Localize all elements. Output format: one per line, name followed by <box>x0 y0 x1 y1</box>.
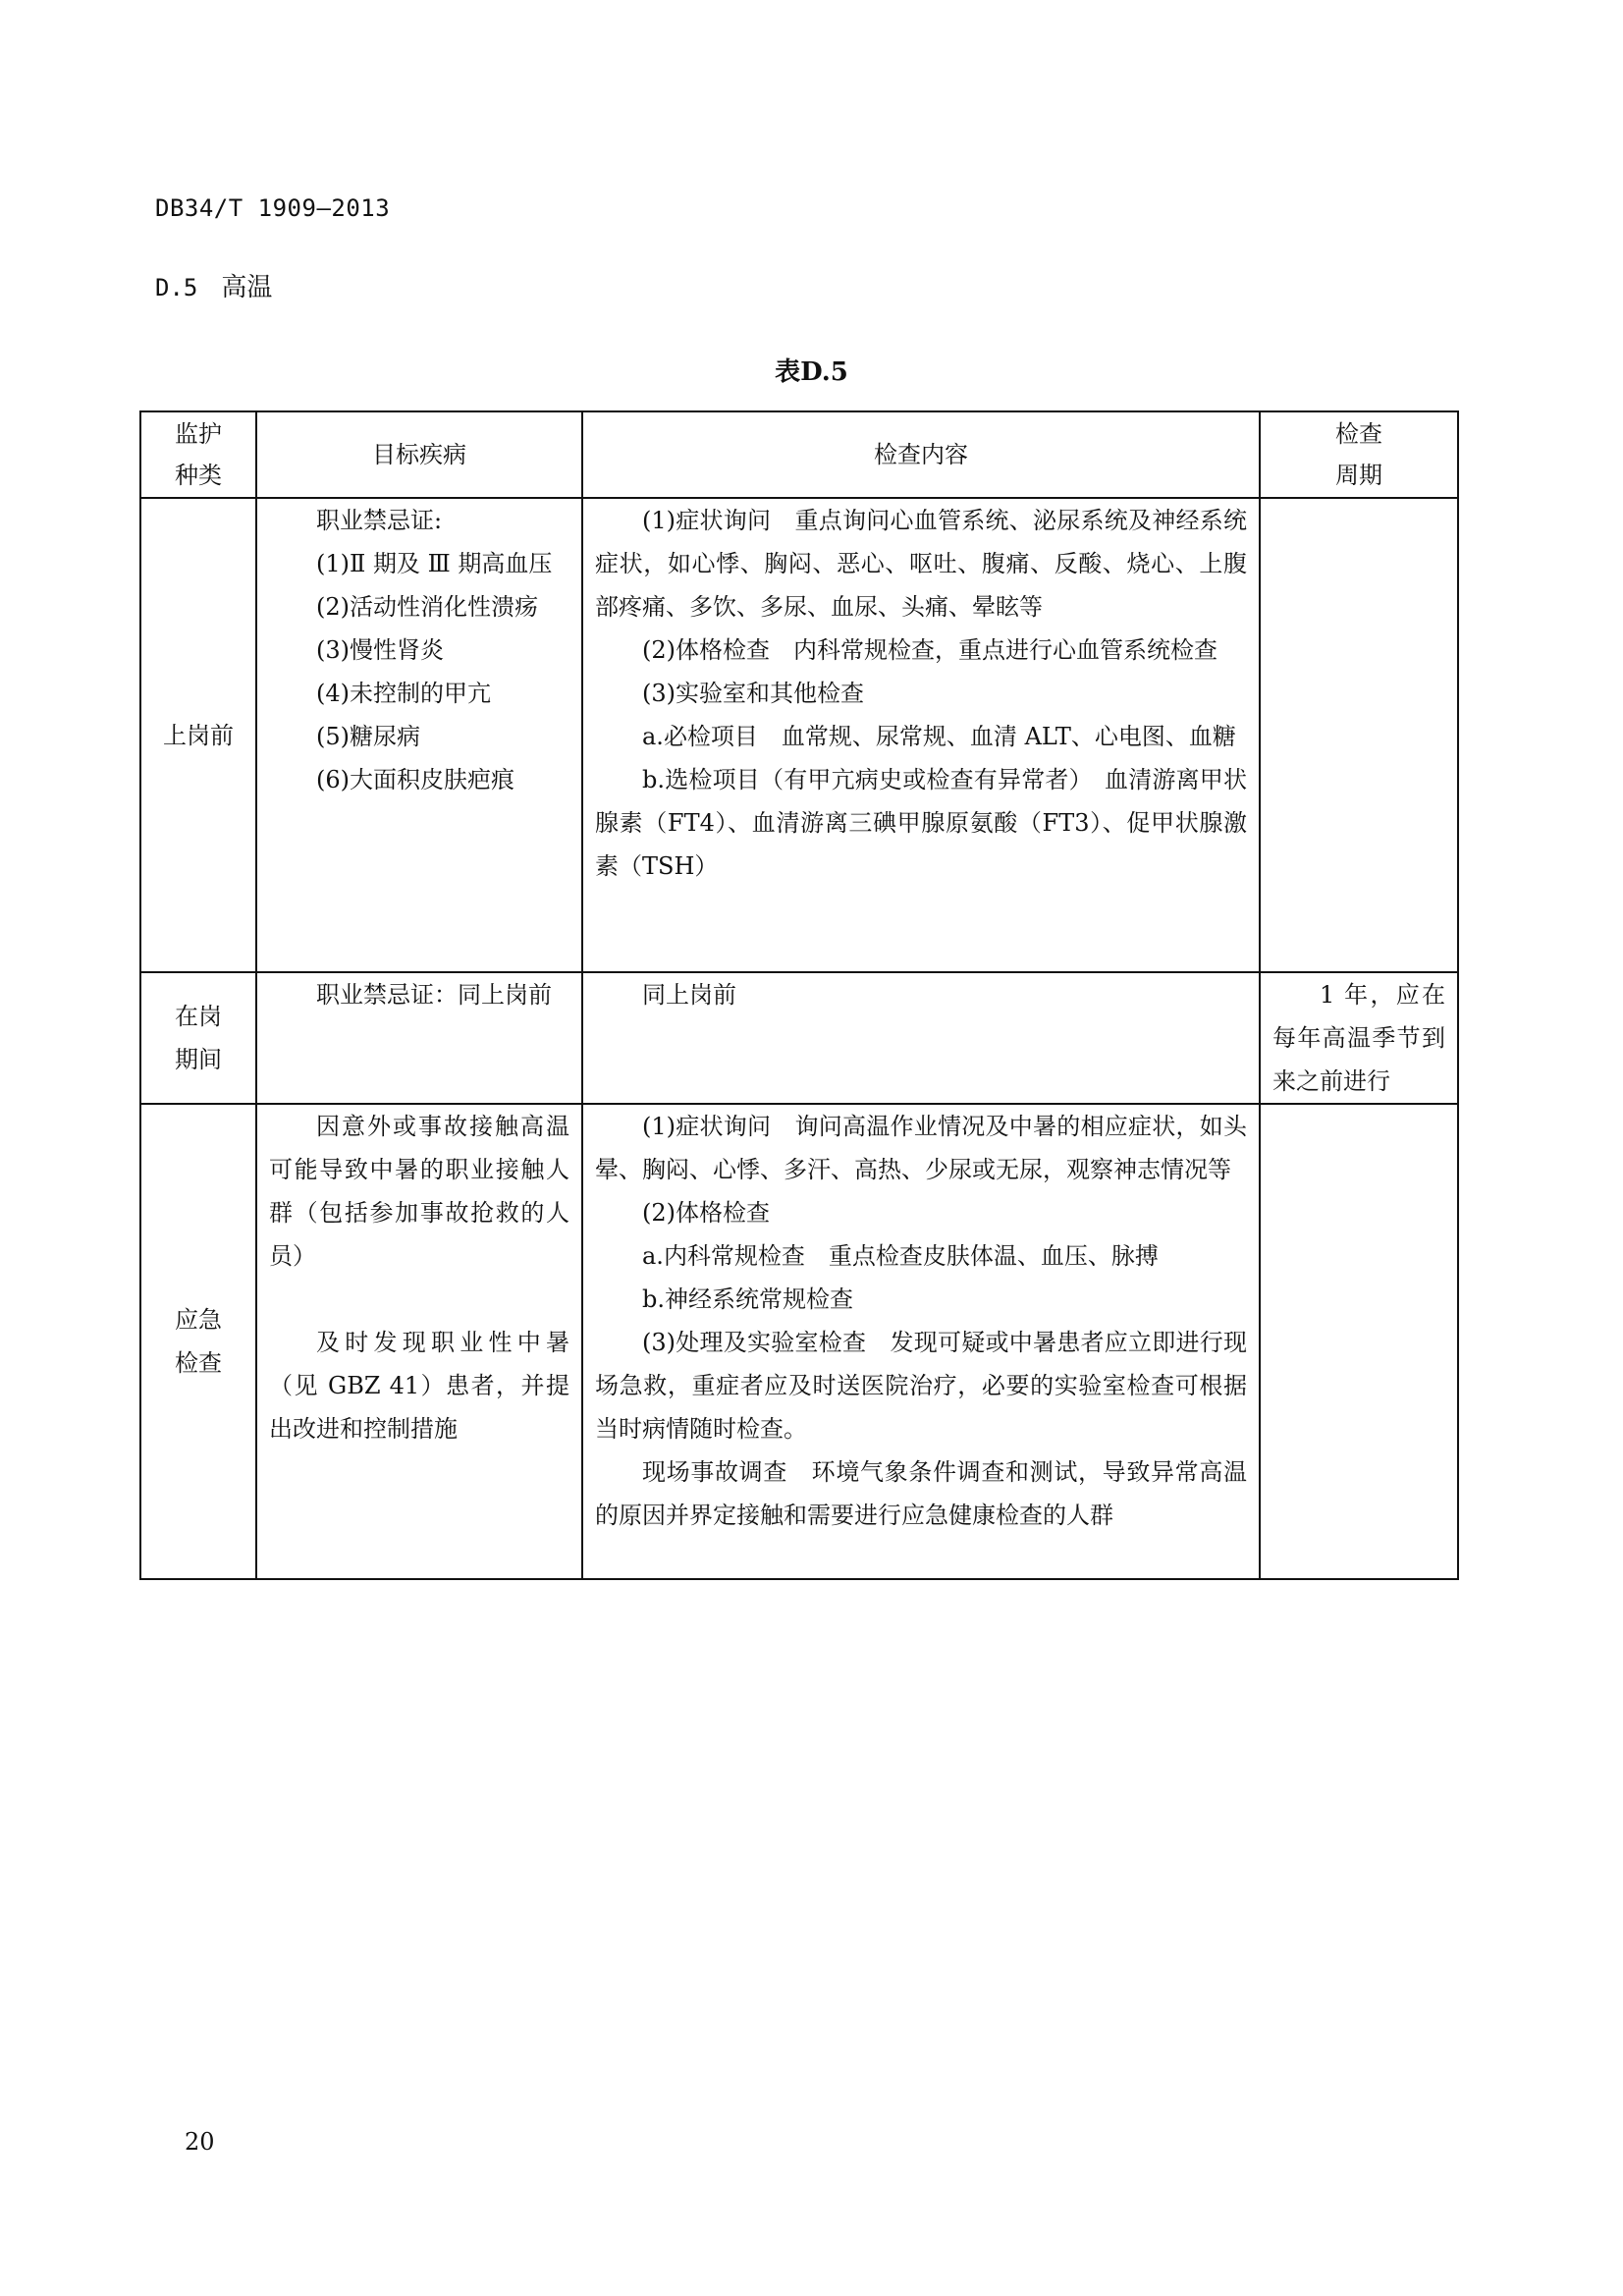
category-label: 期间 <box>175 1046 222 1073</box>
content-item: a.必检项目 血常规、尿常规、血清 ALT、心电图、血糖 <box>642 723 1236 750</box>
table-title: 表D.5 <box>775 357 848 387</box>
disease-item: 职业禁忌证: <box>316 507 443 534</box>
header-period-line: 周期 <box>1335 462 1382 489</box>
disease-item: (6)大面积皮肤疤痕 <box>316 766 514 793</box>
document-id: DB34/T 1909—2013 <box>155 194 391 222</box>
content-cell <box>582 1104 1260 1579</box>
table-row <box>140 498 1458 972</box>
disease-item: (2)活动性消化性溃疡 <box>316 593 538 621</box>
category-label: 应急 <box>175 1306 222 1334</box>
content-item: a.内科常规检查 重点检查皮肤体温、血压、脉搏 <box>642 1242 1159 1270</box>
disease-item: (3)慢性肾炎 <box>316 636 444 664</box>
table-row <box>140 1104 1458 1579</box>
spacer <box>269 1278 569 1321</box>
disease-item: 及时发现职业性中暑（见 GBZ 41）患者，并提出改进和控制措施 <box>269 1329 569 1443</box>
content-cell <box>582 972 1260 1104</box>
content-item: (2)体格检查 内科常规检查，重点进行心血管系统检查 <box>642 636 1217 664</box>
table-row <box>140 972 1458 1104</box>
content-item: (3)实验室和其他检查 <box>642 680 864 707</box>
category-label: 上岗前 <box>163 721 234 749</box>
content-item: (1)症状询问 重点询问心血管系统、泌尿系统及神经系统症状，如心悸、胸闷、恶心、呕吐、腹痛、反酸、烧心、上腹部疼痛、多饮、多尿、血尿、头痛、晕眩等 <box>595 507 1247 621</box>
header-category-line: 监护 <box>175 420 222 448</box>
exam-table <box>139 410 1459 1580</box>
category-label: 检查 <box>175 1349 222 1377</box>
page-number: 20 <box>185 2128 215 2156</box>
section-title: 高温 <box>221 273 273 302</box>
category-cell <box>140 1104 256 1579</box>
header-diseases: 目标疾病 <box>256 411 582 498</box>
content-item: 现场事故调查 环境气象条件调查和测试，导致异常高温的原因并界定接触和需要进行应急健康检查的人群 <box>595 1458 1247 1529</box>
header-category <box>140 411 256 498</box>
period-cell <box>1260 1104 1458 1579</box>
diseases-cell <box>256 498 582 972</box>
header-content: 检查内容 <box>582 411 1260 498</box>
disease-item: (1)Ⅱ 期及 Ⅲ 期高血压 <box>316 550 553 577</box>
section-number: D.5 <box>155 274 198 301</box>
header-category-line: 种类 <box>175 462 222 489</box>
category-label: 在岗 <box>175 1003 222 1030</box>
content-cell <box>582 498 1260 972</box>
section-heading <box>155 267 272 303</box>
disease-item: 职业禁忌证：同上岗前 <box>316 981 552 1009</box>
category-cell <box>140 498 256 972</box>
content-item: (3)处理及实验室检查 发现可疑或中暑患者应立即进行现场急救，重症者应及时送医院治疗，必要的实验室检查可根据当时病情随时检查。 <box>595 1329 1247 1443</box>
period-cell <box>1260 972 1458 1104</box>
period-cell <box>1260 498 1458 972</box>
content-item: b.选检项目（有甲亢病史或检查有异常者） 血清游离甲状腺素（FT4）、血清游离三碘甲腺原氨酸（FT3）、促甲状腺激素（TSH） <box>595 766 1247 880</box>
disease-item: 因意外或事故接触高温可能导致中暑的职业接触人群（包括参加事故抢救的人员） <box>269 1113 569 1270</box>
table-header-row <box>140 411 1458 498</box>
disease-item: (4)未控制的甲亢 <box>316 680 491 707</box>
content-item: (1)症状询问 询问高温作业情况及中暑的相应症状，如头晕、胸闷、心悸、多汗、高热、少尿或无尿，观察神志情况等 <box>595 1113 1247 1183</box>
content-item: b.神经系统常规检查 <box>642 1285 853 1313</box>
diseases-cell <box>256 972 582 1104</box>
disease-item: (5)糖尿病 <box>316 723 420 750</box>
content-item: 同上岗前 <box>642 981 736 1009</box>
header-period <box>1260 411 1458 498</box>
header-period-line: 检查 <box>1335 420 1382 448</box>
content-item: (2)体格检查 <box>642 1199 770 1227</box>
diseases-cell <box>256 1104 582 1579</box>
period-text: 1 年，应在每年高温季节到来之前进行 <box>1272 981 1445 1095</box>
category-cell <box>140 972 256 1104</box>
